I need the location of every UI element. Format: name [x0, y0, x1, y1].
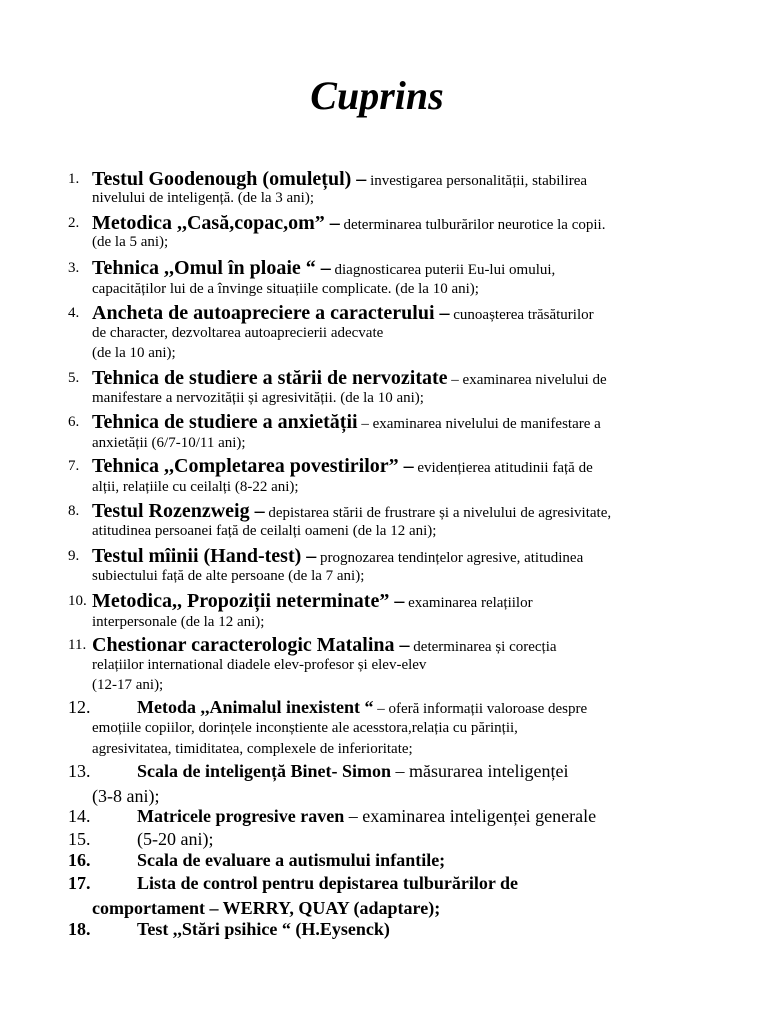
item-continuation: (de la 10 ani); — [92, 345, 176, 361]
item-description: cunoașterea trăsăturilor — [449, 307, 594, 323]
item-first-line — [137, 850, 445, 871]
page-title: Cuprins — [310, 73, 444, 118]
item-number: 8. — [68, 503, 80, 519]
item-first-line — [137, 873, 518, 894]
item-first-line — [92, 367, 607, 390]
item-first-line — [137, 806, 596, 827]
item-continuation: (de la 5 ani); — [92, 234, 169, 250]
item-number: 16. — [68, 850, 91, 870]
item-number: 11. — [68, 637, 87, 653]
item-number: 10. — [68, 593, 87, 609]
item-number: 4. — [68, 305, 80, 321]
item-first-line — [92, 455, 593, 478]
item-continuation: subiectului față de alte persoane (de la 7 ani); — [92, 568, 365, 584]
item-description: determinarea tulburărilor neurotice la copii. — [339, 217, 606, 233]
item-first-line — [92, 590, 533, 613]
item-continuation: nivelului de inteligență. (de la 3 ani); — [92, 190, 315, 206]
item-description: – examinarea nivelului de manifestare a — [357, 416, 601, 432]
item-heading: Lista de control pentru depistarea tulburărilor de — [137, 873, 519, 893]
item-first-line — [92, 302, 594, 325]
item-continuation: emoțiile copiilor, dorințele inconștiente ale acesstora,relația cu părinții, — [92, 720, 518, 736]
item-number: 14. — [68, 806, 91, 826]
item-heading: Scala de inteligență Binet- Simon — [137, 761, 392, 781]
item-description: examinarea relațiilor — [404, 595, 533, 611]
item-heading: Tehnica ,,Omul în ploaie “ – — [92, 257, 331, 279]
item-number: 9. — [68, 548, 80, 564]
item-heading: Testul Goodenough (omulețul) – — [92, 168, 367, 190]
item-description: prognozarea tendințelor agresive, atitudinea — [316, 550, 584, 566]
item-heading: Metodica ,,Casă,copac,om” – — [92, 212, 340, 234]
item-first-line — [137, 829, 213, 850]
item-number: 3. — [68, 260, 80, 276]
item-continuation: manifestare a nervozității și agresivității. (de la 10 ani); — [92, 390, 424, 406]
item-continuation: comportament – WERRY, QUAY (adaptare); — [92, 898, 441, 918]
item-number: 7. — [68, 458, 80, 474]
item-heading: Matricele progresive raven — [137, 806, 345, 826]
item-description: – examinarea nivelului de — [447, 372, 607, 388]
item-heading: Test ,,Stări psihice “ (H.Eysenck) — [137, 919, 390, 939]
item-heading: Metoda ,,Animalul inexistent “ — [137, 697, 374, 717]
item-first-line — [92, 500, 611, 523]
item-continuation: relațiilor international diadele elev-profesor și elev-elev — [92, 657, 427, 673]
item-description: evidențierea atitudinii față de — [413, 460, 593, 476]
item-first-line — [92, 257, 555, 280]
item-description: – oferă informații valoroase despre — [373, 701, 588, 717]
item-description: – măsurarea inteligenței — [391, 761, 569, 781]
item-continuation: de character, dezvoltarea autoaprecierii adecvate — [92, 325, 384, 341]
item-first-line — [92, 545, 583, 568]
item-first-line — [92, 212, 605, 235]
item-number: 15. — [68, 829, 91, 849]
item-continuation: (3-8 ani); — [92, 786, 160, 806]
item-number: 17. — [68, 873, 91, 893]
item-continuation: alții, relațiile cu ceilalți (8-22 ani); — [92, 479, 299, 495]
item-first-line — [137, 697, 587, 718]
item-continuation: capacităților lui de a învinge situațiile complicate. (de la 10 ani); — [92, 281, 479, 297]
item-first-line — [92, 411, 601, 434]
item-continuation: atitudinea persoanei față de ceilalți oameni (de la 12 ani); — [92, 523, 437, 539]
item-heading: Tehnica de studiere a stării de nervozitate — [92, 367, 448, 389]
item-first-line — [137, 919, 390, 940]
item-number: 6. — [68, 414, 80, 430]
item-description: – examinarea inteligenței generale — [344, 806, 597, 826]
item-number: 1. — [68, 171, 80, 187]
item-continuation: (12-17 ani); — [92, 677, 164, 693]
item-description: determinarea și corecția — [409, 639, 557, 655]
item-description: depistarea stării de frustrare și a nivelului de agresivitate, — [264, 505, 612, 521]
item-heading: Metodica,, Propoziții neterminate” – — [92, 590, 405, 612]
item-continuation: agresivitatea, timiditatea, complexele de inferioritate; — [92, 741, 413, 757]
item-first-line — [92, 634, 557, 657]
item-heading: Testul Rozenzweig – — [92, 500, 265, 522]
item-description: (5-20 ani); — [137, 829, 214, 849]
item-description: diagnosticarea puterii Eu-lui omului, — [330, 262, 556, 278]
item-continuation: anxietății (6/7-10/11 ani); — [92, 435, 246, 451]
item-heading: Testul mîinii (Hand-test) – — [92, 545, 317, 567]
item-heading: Ancheta de autoapreciere a caracterului – — [92, 302, 450, 324]
item-heading: Tehnica de studiere a anxietății — [92, 411, 358, 433]
item-heading: Chestionar caracterologic Matalina – — [92, 634, 410, 656]
item-number: 12. — [68, 697, 91, 717]
item-number: 5. — [68, 370, 80, 386]
item-number: 18. — [68, 919, 91, 939]
item-heading: Scala de evaluare a autismului infantile; — [137, 850, 446, 870]
item-description: investigarea personalității, stabilirea — [366, 173, 588, 189]
item-number: 13. — [68, 761, 91, 781]
item-first-line — [137, 761, 568, 782]
item-first-line — [92, 168, 587, 191]
item-number: 2. — [68, 215, 80, 231]
item-heading: Tehnica ,,Completarea povestirilor” – — [92, 455, 414, 477]
item-continuation: interpersonale (de la 12 ani); — [92, 614, 265, 630]
